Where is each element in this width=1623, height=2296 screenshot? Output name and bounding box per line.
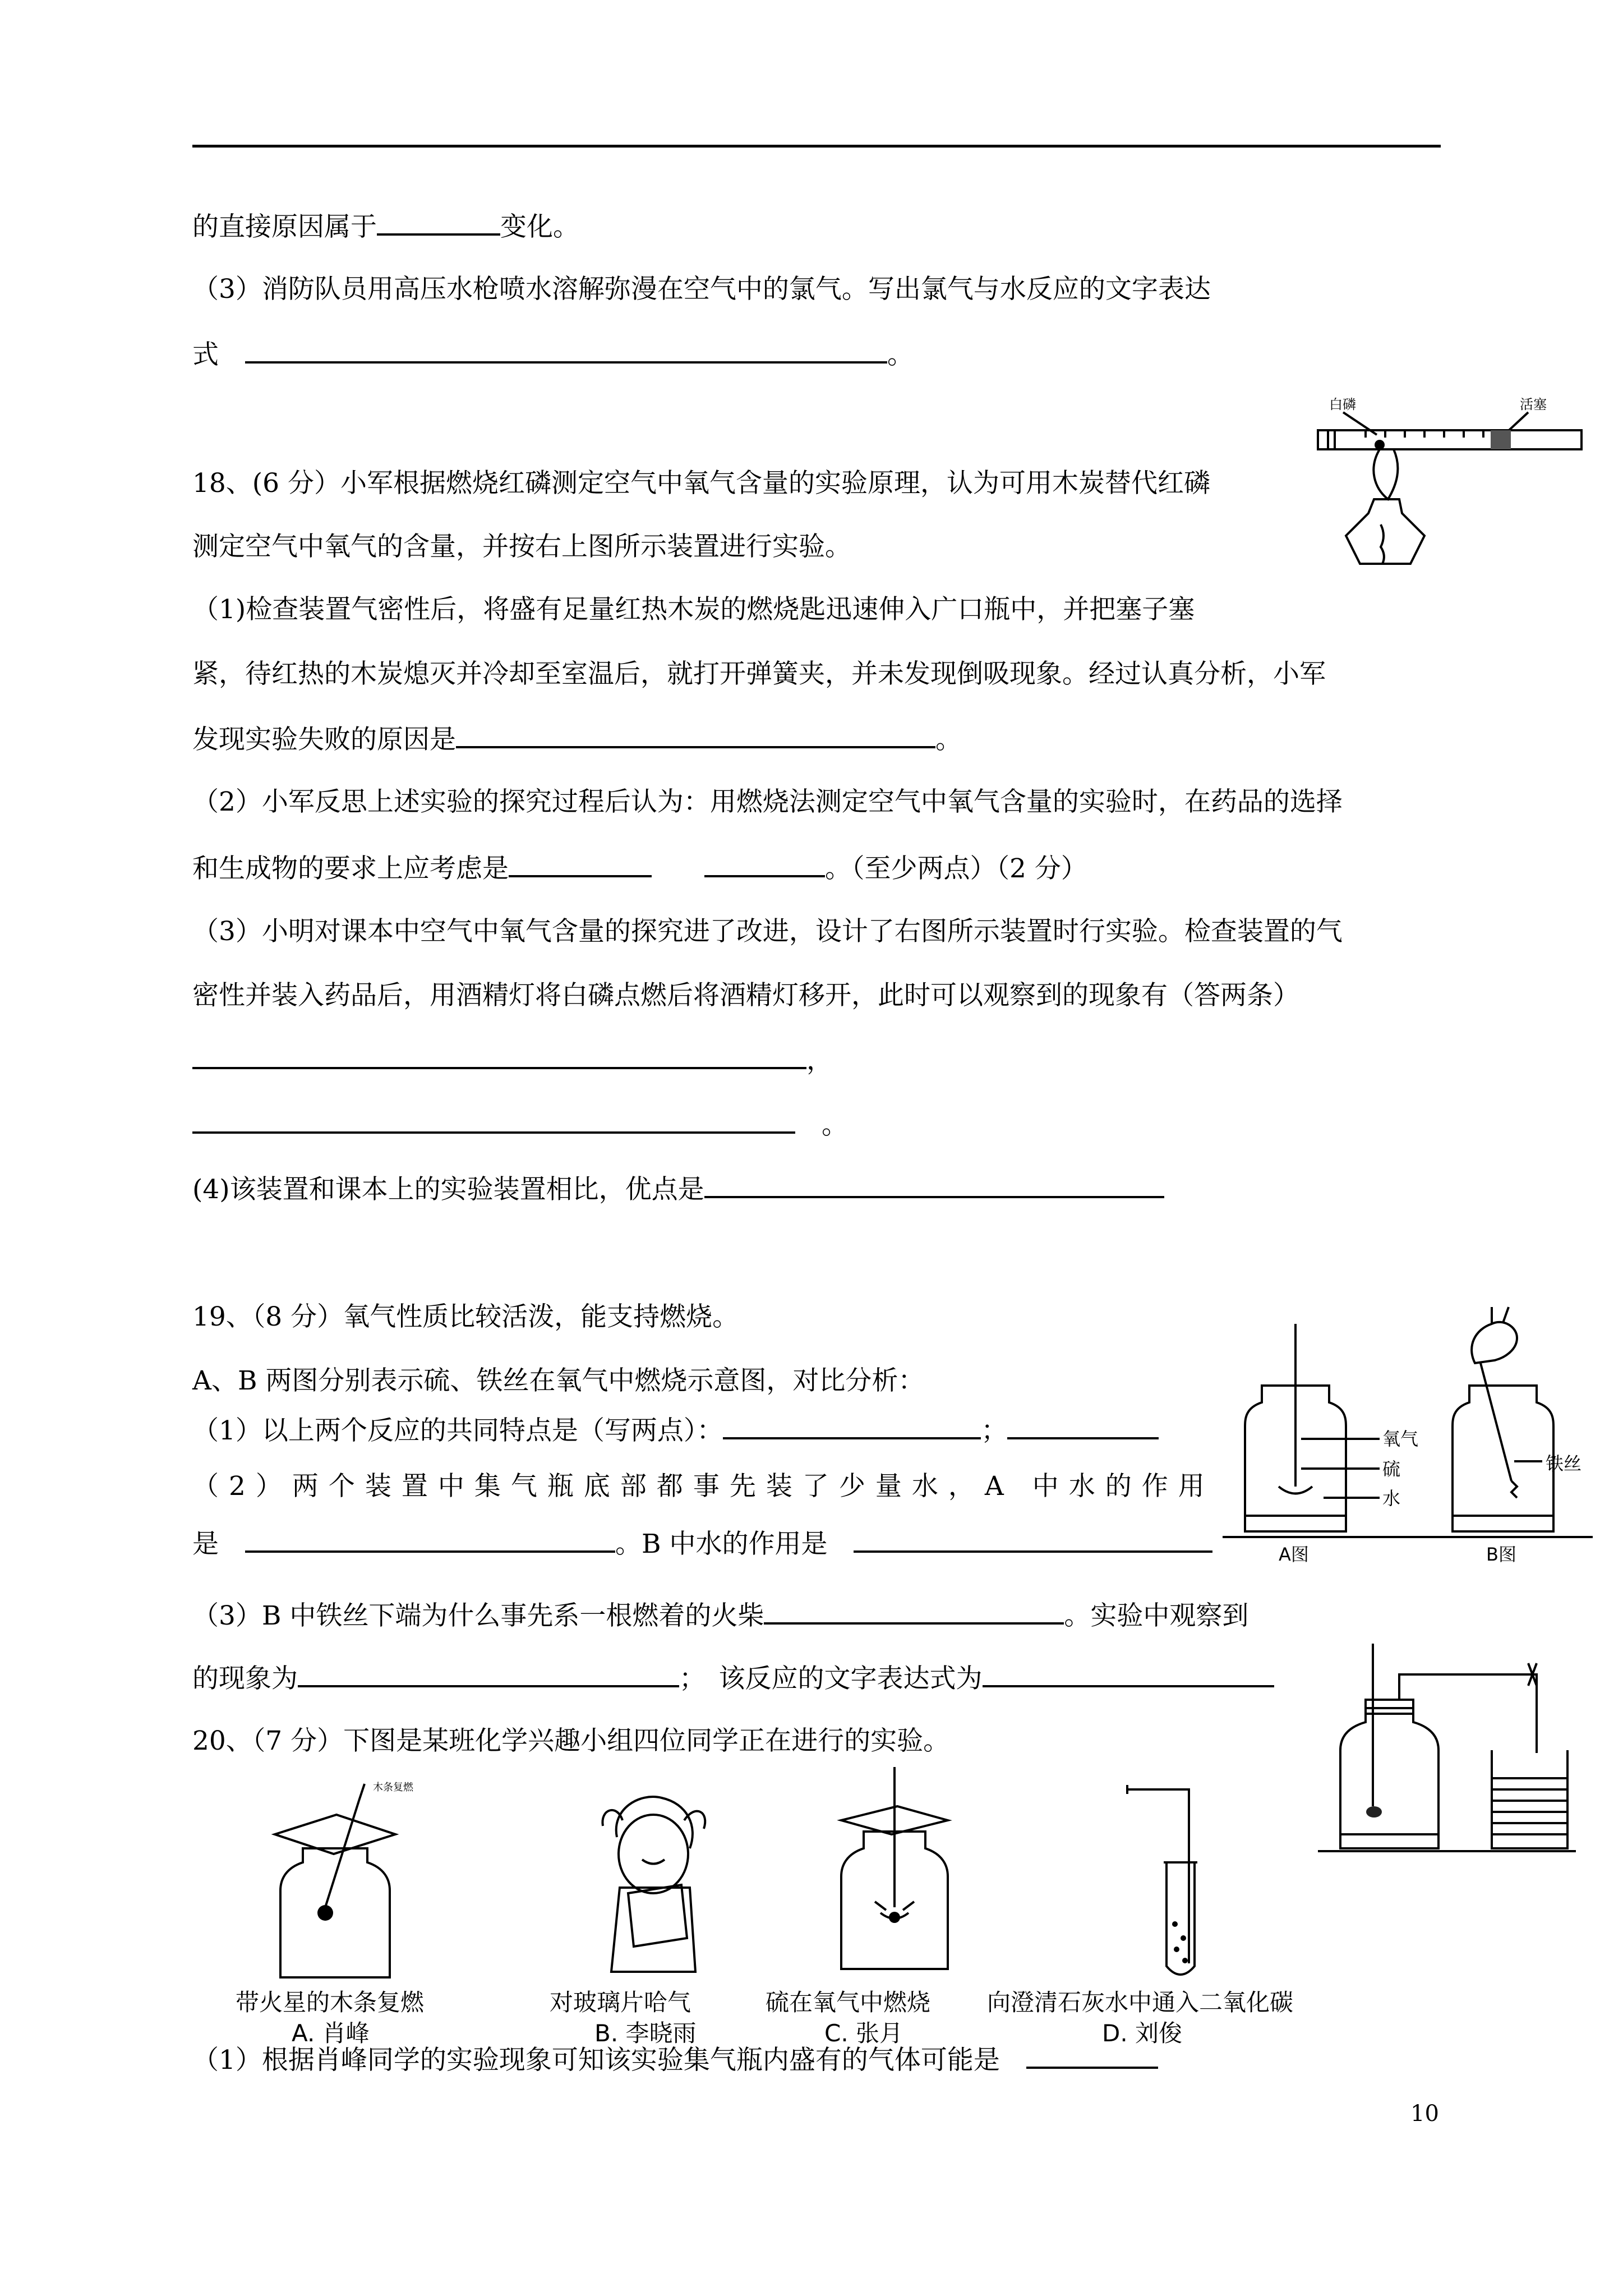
student-b: B. 李晓雨 [594, 2019, 697, 2047]
q18-part-2: （2）小军反思上述实验的探究过程后认为：用燃烧法测定空气中氧气含量的实验时，在药品的选择 [192, 786, 1343, 817]
q18-part-3-answer-1: ， [192, 1042, 833, 1078]
q19-part-1: （1）以上两个反应的共同特点是（写两点）： ； [192, 1412, 1159, 1448]
phosphorus-tube-figure [1312, 395, 1587, 575]
q18-part-1: （1)检查装置气密性后，将盛有足量红热木炭的燃烧匙迅速伸入广口瓶中，并把塞子塞 [192, 594, 1195, 625]
caption-d-experiment: 向澄清石灰水中通入二氧化碳 [987, 1989, 1294, 2016]
answer-blank[interactable] [764, 1598, 1064, 1625]
q19-part-3-cont: 的现象为 ； 该反应的文字表达式为 [192, 1660, 1274, 1696]
q18-part-1-answer: 发现实验失败的原因是 。 [192, 721, 962, 757]
answer-blank[interactable] [509, 850, 652, 877]
q18-part-1-cont: 紧，待红热的木炭熄灭并冷却至室温后，就打开弹簧夹，并未发现倒吸现象。经过认真分析，小军 [192, 659, 1326, 689]
answer-blank[interactable] [983, 1660, 1274, 1687]
combustion-ab-figure [1211, 1307, 1604, 1565]
header-rule [192, 145, 1441, 148]
q17-line-3: 式 。 [192, 337, 914, 372]
answer-blank[interactable] [704, 1171, 1164, 1198]
jar-beaker-figure [1312, 1644, 1581, 1857]
answer-blank[interactable] [704, 850, 825, 877]
answer-blank[interactable] [192, 1107, 795, 1134]
q18-stem-1: 18、(6 分）小军根据燃烧红磷测定空气中氧气含量的实验原理，认为可用木炭替代红磷 [192, 468, 1210, 499]
q19-part-3: （3）B 中铁丝下端为什么事先系一根燃着的火柴 。实验中观察到 [192, 1598, 1248, 1633]
label-oxygen: 氧气 [1382, 1428, 1419, 1450]
answer-blank[interactable] [1007, 1412, 1159, 1439]
label-water: 水 [1382, 1488, 1401, 1509]
q17-line-1: 的直接原因属于 变化。 [192, 209, 579, 244]
label-sulfur: 硫 [1382, 1458, 1401, 1480]
experiment-a-drawing [269, 1778, 413, 1986]
label-iron-wire: 铁丝 [1546, 1453, 1582, 1474]
q18-part-2-answer: 和生成物的要求上应考虑是 。（至少两点）（2 分） [192, 850, 1087, 886]
answer-blank[interactable] [192, 1042, 806, 1069]
student-a: A. 肖峰 [292, 2019, 370, 2047]
answer-blank[interactable] [245, 1526, 615, 1553]
caption-c-experiment: 硫在氧气中燃烧 [766, 1989, 931, 2016]
answer-blank[interactable] [245, 337, 887, 364]
caption-a-experiment: 带火星的木条复燃 [236, 1989, 425, 2016]
answer-blank[interactable] [298, 1660, 679, 1687]
q19-part-2: （2）两个装置中集气瓶底部都事先装了少量水，A 中水的作用 [192, 1471, 1215, 1502]
page-number: 10 [1410, 2101, 1439, 2127]
student-d: D. 刘俊 [1102, 2019, 1183, 2047]
q18-part-4: (4)该装置和课本上的实验装置相比，优点是 [192, 1171, 1164, 1207]
q19-stem: 19、（8 分）氧气性质比较活泼，能支持燃烧。 [192, 1301, 739, 1332]
label-white-phosphorus: 白磷 [1329, 397, 1356, 412]
answer-blank[interactable] [456, 721, 935, 748]
q18-stem-2: 测定空气中氧气的含量，并按右上图所示装置进行实验。 [192, 531, 851, 562]
student-c: C. 张月 [824, 2019, 903, 2047]
experiment-c-drawing [830, 1767, 959, 1980]
label-piston: 活塞 [1520, 397, 1547, 412]
label-stick-relights: 木条复燃 [373, 1782, 413, 1793]
answer-blank[interactable] [377, 209, 500, 236]
q20-stem: 20、（7 分）下图是某班化学兴趣小组四位同学正在进行的实验。 [192, 1726, 950, 1756]
caption-a: A图 [1279, 1544, 1309, 1565]
caption-b-experiment: 对玻璃片哈气 [550, 1989, 691, 2016]
q18-part-3-cont: 密性并装入药品后，用酒精灯将白磷点燃后将酒精灯移开，此时可以观察到的现象有（答两条） [192, 980, 1299, 1011]
q17-part-3: （3）消防队员用高压水枪喷水溶解弥漫在空气中的氯气。写出氯气与水反应的文字表达 [192, 274, 1211, 305]
q19-intro: A、B 两图分别表示硫、铁丝在氧气中燃烧示意图，对比分析： [192, 1365, 925, 1396]
q19-part-2-answer: 是 。B 中水的作用是 [192, 1526, 1212, 1561]
q18-part-3-answer-2: 。 [192, 1107, 848, 1142]
experiment-d-drawing [1105, 1778, 1217, 1986]
answer-blank[interactable] [723, 1412, 981, 1439]
q18-part-3: （3）小明对课本中空气中氧气含量的探究进了改进，设计了右图所示装置时行实验。检查装置的气 [192, 916, 1343, 947]
answer-blank[interactable] [854, 1526, 1212, 1553]
experiment-b-drawing [589, 1787, 718, 1977]
caption-b: B图 [1486, 1544, 1516, 1565]
q20-part-1: （1）根据肖峰同学的实验现象可知该实验集气瓶内盛有的气体可能是 [192, 2042, 1158, 2077]
